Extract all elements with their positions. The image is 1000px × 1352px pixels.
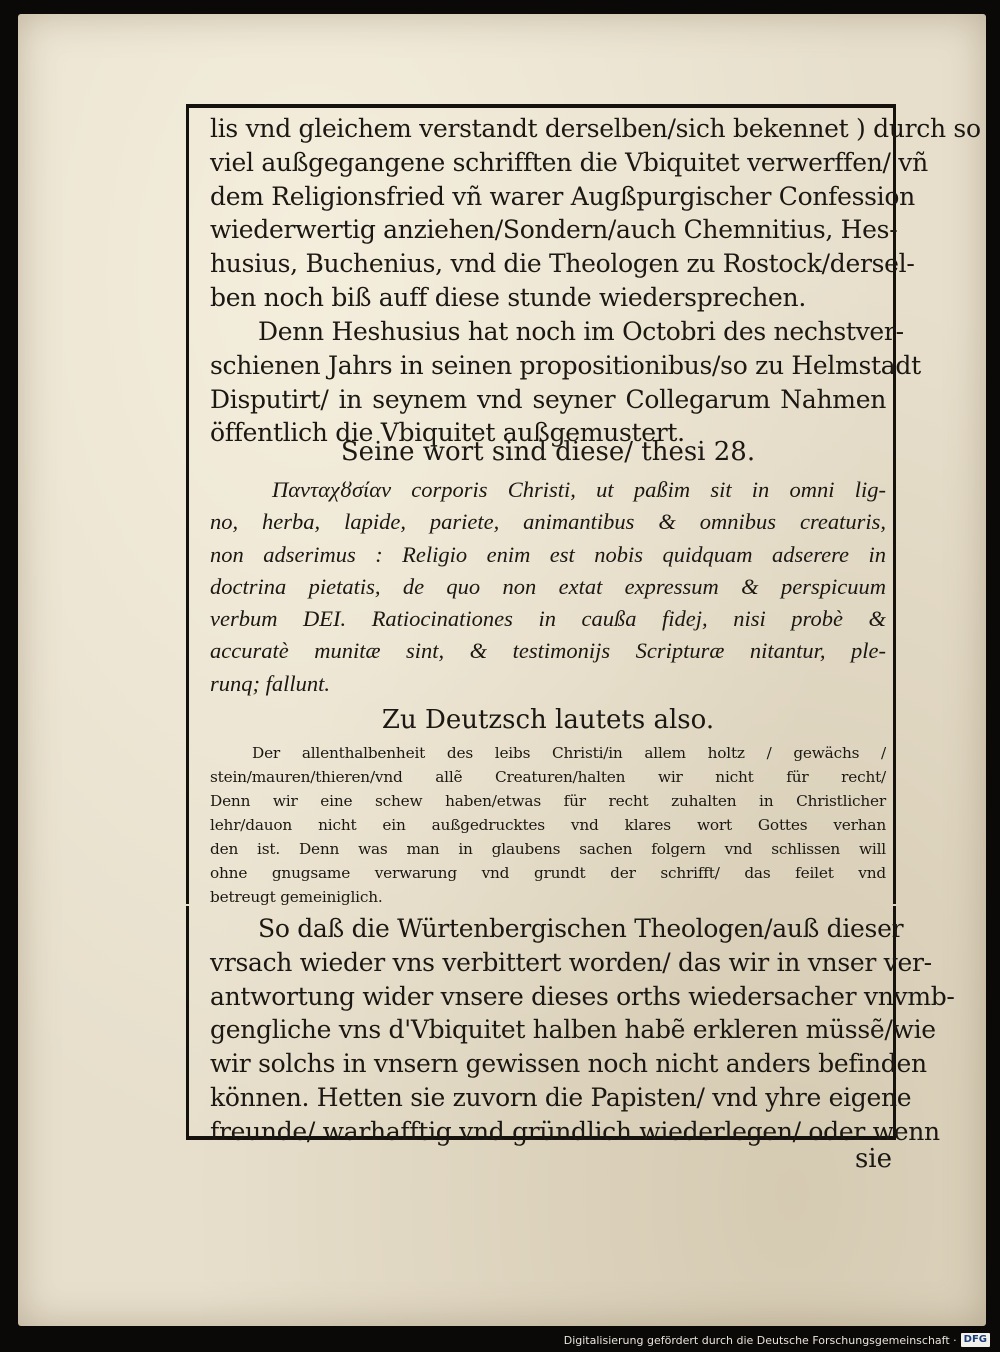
text-line: öffentlich die Vbiquitet außgemustert. [210,418,685,448]
text-line: gengliche vns d'Vbiquitet halben habẽ erkleren müssẽ/wie [210,1015,936,1045]
text-line: antwortung wider vnsere dieses orths wiedersacher vnvmb- [210,981,955,1011]
section-heading-thesis: Seine wort sind diese/ thesi 28. [340,437,756,467]
text-line: Denn wir eine schew haben/etwas für recht zuhalten in Christlicher [210,792,886,810]
text-line: stein/mauren/thieren/vnd allẽ Creaturen/halten wir nicht für recht/ [210,768,886,786]
text-line: vrsach wieder vns verbittert worden/ das wir in vnser ver- [210,947,932,977]
credit-text: Digitalisierung gefördert durch die Deutsche Forschungsgemeinschaft · [563,1333,957,1347]
text-line: lehr/dauon nicht ein außgedrucktes vnd klares wort Gottes verhan [210,816,886,834]
paragraph-3 [210,912,955,1149]
text-line: accuratè munitæ sint, & testimonijs Scripturæ nitantur, ple- [210,638,886,664]
digitization-credit [564,1333,990,1347]
text-line: lis vnd gleichem verstandt derselben/sich bekennet ) durch so [210,114,981,143]
text-line: betreugt gemeiniglich. [210,888,383,906]
text-line: Der allenthalbenheit des leibs Christi/in allem holtz / gewächs / [252,744,886,762]
paragraph-2 [210,315,921,450]
text-line: Denn Heshusius hat noch im Octobri des nechstver- [258,317,904,346]
text-line: wiederwertig anziehen/Sondern/auch Chemnitius, Hes- [210,215,898,245]
text-line: Πανταχȣσίαν corporis Christi, ut paßim sit in omni lig- [272,477,886,502]
dfg-logo-icon: DFG [961,1333,990,1347]
section-heading-translation: Zu Deutzsch lautets also. [381,705,715,735]
text-line: ohne gnugsame verwarung vnd grundt der schrifft/ das feilet vnd [210,864,886,882]
text-line: dem Religionsfried vñ warer Augßpurgischer Confession [210,181,915,211]
german-translation [210,741,886,909]
text-line: freunde/ warhafftig vnd gründlich wiederlegen/ oder wenn [210,1116,940,1146]
text-line: husius, Buchenius, vnd die Theologen zu Rostock/dersel- [210,249,915,279]
latin-quotation [210,474,886,700]
paragraph-1 [210,112,981,315]
text-line: runq; fallunt. [210,670,331,696]
catchword: sie [854,1144,892,1174]
text-line: ben noch biß auff diese stunde wiedersprechen. [210,282,807,312]
text-line: viel außgegangene schrifften die Vbiquitet verwerffen/ vñ [210,147,928,177]
text-line: schienen Jahrs in seinen propositionibus/so zu Helmstadt [210,350,921,380]
text-line: no, herba, lapide, pariete, animantibus & omnibus creaturis, [210,509,886,535]
text-line: Disputirt/ in seynem vnd seyner Collegarum Nahmen [210,384,886,414]
text-line: können. Hetten sie zuvorn die Papisten/ vnd yhre eigene [210,1082,912,1112]
text-line: wir solchs in vnsern gewissen noch nicht anders befinden [210,1049,927,1079]
text-line: non adserimus : Religio enim est nobis quidquam adserere in [210,541,886,567]
text-line: So daß die Würtenbergischen Theologen/auß dieser [258,914,904,943]
text-line: verbum DEI. Ratiocinationes in caußa fidej, nisi probè & [210,606,886,632]
text-line: doctrina pietatis, de quo non extat expressum & perspicuum [210,573,886,599]
text-line: den ist. Denn was man in glaubens sachen folgern vnd schlissen will [210,840,886,858]
